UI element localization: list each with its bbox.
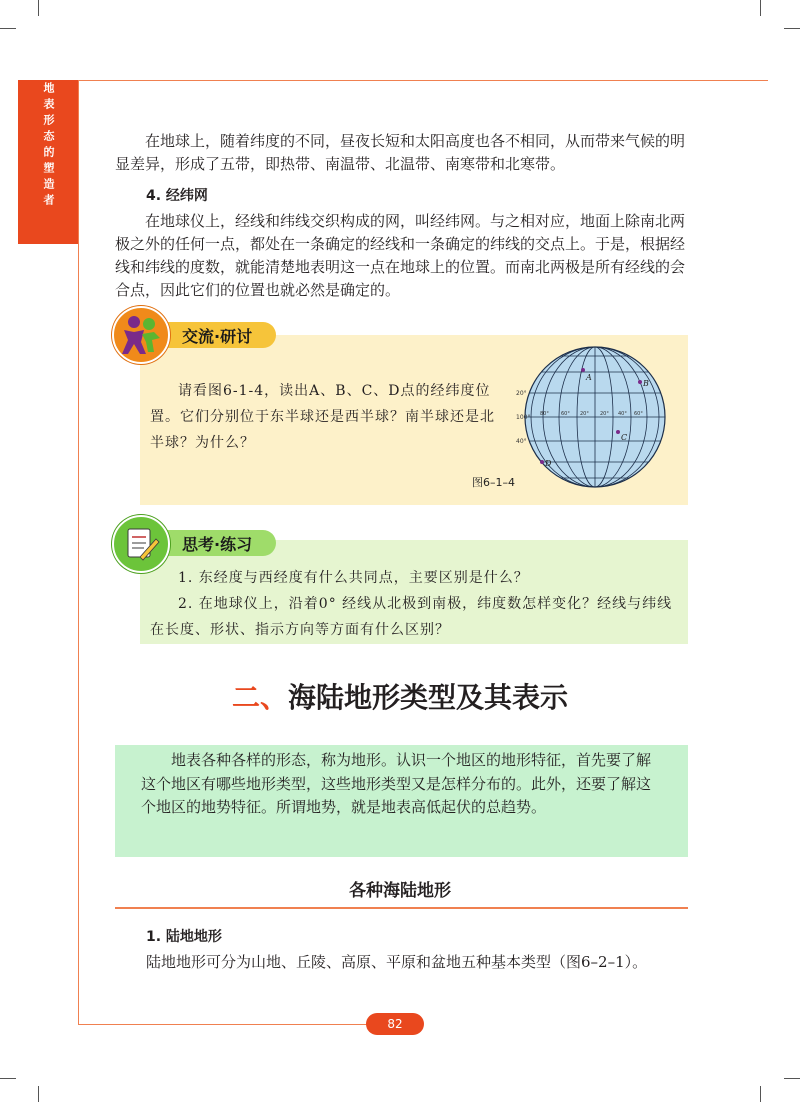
subheading-rule xyxy=(115,907,688,909)
think-label: 思考·练习 xyxy=(182,534,253,554)
section-title xyxy=(0,676,800,716)
crop-mark xyxy=(784,1078,800,1079)
intro-box-text: 地表各种各样的形态，称为地形。认识一个地区的地形特征，首先要了解这个地区有哪些地形类型，这些地形类型又是怎样分布的。此外，还要了解这个地区的地势特征。所谓地势，就是地表高低起伏的总趋势。 xyxy=(141,751,652,816)
think-question-2: 2. 在地球仪上，沿着0° 经线从北极到南极，纬度数怎样变化？经线与纬线在长度、形状、指示方向等方面有什么区别？ xyxy=(150,596,673,638)
globe-point-b: B xyxy=(643,379,649,388)
discuss-question: 请看图6-1-4，读出A、B、C、D点的经纬度位置。它们分别位于东半球还是西半球？南半球还是北半球？为什么？ xyxy=(150,383,495,451)
intro-box xyxy=(115,745,688,857)
land-paragraph: 陆地地形可分为山地、丘陵、高原、平原和盆地五种基本类型（图6–2–1）。 xyxy=(146,953,648,971)
globe-lon-label: 80° xyxy=(540,411,549,417)
globe-point-a: A xyxy=(586,373,592,382)
globe-lon-label: 20° xyxy=(600,411,609,417)
bottom-rule xyxy=(78,1024,368,1025)
globe-point-c: C xyxy=(621,433,628,442)
globe-lon-label: 40° xyxy=(618,411,627,417)
globe-lat-label: 40° xyxy=(516,438,527,445)
chapter-side-tab xyxy=(18,80,78,244)
section-number: 二、 xyxy=(231,681,288,714)
globe-lon-label: 20° xyxy=(580,411,589,417)
discuss-label: 交流·研讨 xyxy=(182,326,253,346)
crop-mark xyxy=(760,1086,761,1102)
section4-paragraph: 在地球仪上，经线和纬线交织构成的网，叫经纬网。与之相对应，地面上除南北两极之外的任何一点，都处在一条确定的经线和一条确定的纬线的交点上。于是，根据经线和纬线的度数，就能清楚地表明这一点在地球上的位置。而南北两极是所有经线的会合点，因此它们的位置也就必然是确定的。 xyxy=(115,212,686,299)
crop-mark xyxy=(784,28,800,29)
crop-mark xyxy=(760,0,761,16)
subheading: 各种海陆地形 xyxy=(349,881,451,901)
globe-lat-label: 100° xyxy=(516,414,531,421)
crop-mark xyxy=(38,1086,39,1102)
crop-mark xyxy=(0,28,16,29)
chapter-side-tab-text: 地表形态的塑造者 xyxy=(42,82,55,210)
top-rule xyxy=(78,80,768,81)
globe-lon-label: 60° xyxy=(561,411,570,417)
globe-point-d: D xyxy=(545,459,552,468)
discuss-people-icon xyxy=(112,306,170,364)
crop-mark xyxy=(38,0,39,16)
section4-heading: 4. 经纬网 xyxy=(146,188,208,204)
globe-lon-label: 60° xyxy=(634,411,643,417)
section-title-text: 海陆地形类型及其表示 xyxy=(288,681,569,714)
intro-paragraph: 在地球上，随着纬度的不同，昼夜长短和太阳高度也各不相同，从而带来气候的明显差异，形成了五带，即热带、南温带、北温带、南寒带和北寒带。 xyxy=(115,132,686,173)
page-number: 82 xyxy=(366,1013,424,1035)
crop-mark xyxy=(0,1078,16,1079)
land-heading: 1. 陆地地形 xyxy=(146,929,222,945)
think-question-1: 1. 东经度与西经度有什么共同点，主要区别是什么？ xyxy=(178,570,529,586)
figure-caption: 图6–1–4 xyxy=(472,476,515,489)
globe-figure xyxy=(516,342,670,492)
globe-lat-label: 20° xyxy=(516,390,527,397)
